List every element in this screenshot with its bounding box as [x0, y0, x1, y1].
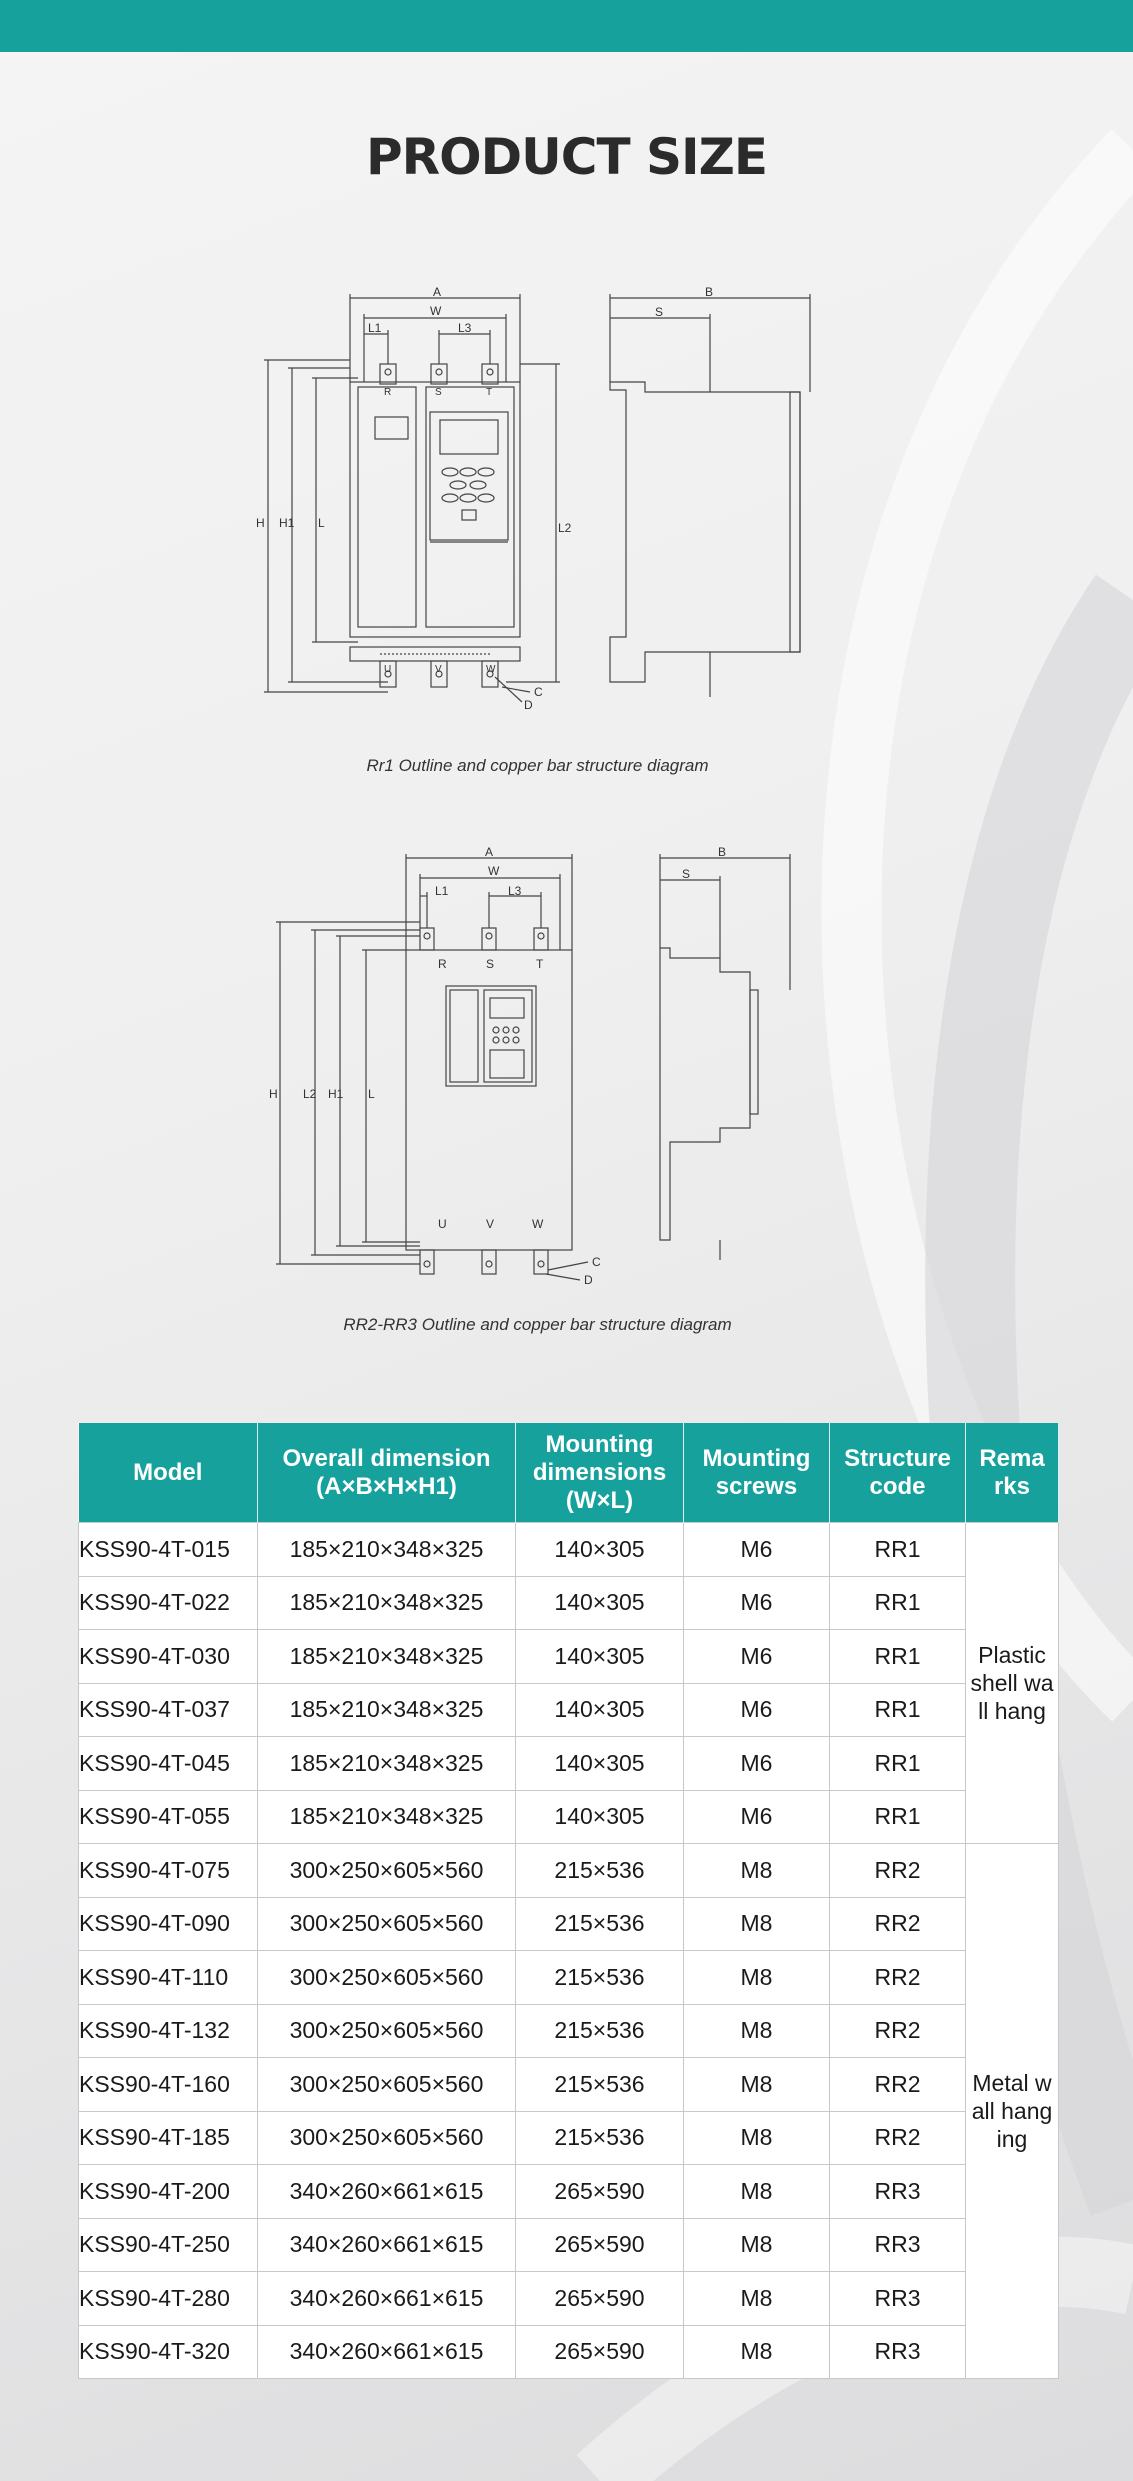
table-row	[79, 1790, 1059, 1844]
cell-mounting-screws: M8	[684, 2058, 830, 2112]
cell-model: KSS90-4T-200	[79, 2165, 258, 2219]
dim-label-h1: H1	[328, 1087, 344, 1101]
cell-overall-dimension: 340×260×661×615	[258, 2165, 516, 2219]
cell-mounting-dimensions: 140×305	[516, 1683, 684, 1737]
cell-structure-code: RR1	[830, 1523, 966, 1577]
cell-remarks: Plastic shell wall hang	[966, 1523, 1059, 1844]
cell-mounting-screws: M8	[684, 1951, 830, 2005]
cell-mounting-screws: M8	[684, 1844, 830, 1898]
dim-label-l: L	[318, 516, 325, 530]
cell-overall-dimension: 300×250×605×560	[258, 2111, 516, 2165]
cell-mounting-dimensions: 265×590	[516, 2272, 684, 2326]
product-size-table-wrapper	[78, 1423, 1058, 2379]
cell-structure-code: RR2	[830, 1897, 966, 1951]
cell-overall-dimension: 300×250×605×560	[258, 2004, 516, 2058]
cell-model: KSS90-4T-090	[79, 1897, 258, 1951]
cell-overall-dimension: 340×260×661×615	[258, 2325, 516, 2379]
cell-mounting-dimensions: 215×536	[516, 2111, 684, 2165]
cell-model: KSS90-4T-045	[79, 1737, 258, 1791]
rr1-diagram-caption: Rr1 Outline and copper bar structure diagram	[366, 756, 709, 775]
table-row	[79, 1630, 1059, 1684]
dim-label-l1: L1	[368, 321, 382, 335]
cell-overall-dimension: 185×210×348×325	[258, 1790, 516, 1844]
terminal-label-t: T	[536, 957, 544, 971]
cell-mounting-screws: M8	[684, 2165, 830, 2219]
table-row	[79, 1951, 1059, 2005]
table-row	[79, 1897, 1059, 1951]
terminal-label-v: V	[486, 1217, 495, 1231]
cell-model: KSS90-4T-160	[79, 2058, 258, 2112]
cell-mounting-screws: M6	[684, 1576, 830, 1630]
cell-mounting-screws: M6	[684, 1790, 830, 1844]
cell-overall-dimension: 300×250×605×560	[258, 1844, 516, 1898]
terminal-label-w: W	[532, 1217, 544, 1231]
dim-label-l1: L1	[435, 884, 449, 898]
terminal-label-v: V	[435, 664, 442, 675]
cell-structure-code: RR1	[830, 1683, 966, 1737]
table-row	[79, 1683, 1059, 1737]
cell-model: KSS90-4T-030	[79, 1630, 258, 1684]
cell-mounting-dimensions: 215×536	[516, 2058, 684, 2112]
cell-mounting-screws: M8	[684, 2004, 830, 2058]
cell-model: KSS90-4T-075	[79, 1844, 258, 1898]
cell-model: KSS90-4T-185	[79, 2111, 258, 2165]
cell-mounting-dimensions: 140×305	[516, 1790, 684, 1844]
dim-label-b: B	[718, 845, 727, 859]
product-size-table	[78, 1423, 1059, 2379]
dim-label-w: W	[488, 864, 500, 878]
header-model: Model	[79, 1423, 258, 1523]
top-banner	[0, 0, 1133, 52]
dim-label-d: D	[584, 1273, 593, 1287]
dim-label-w: W	[430, 304, 442, 318]
dim-label-a: A	[485, 845, 494, 859]
table-row	[79, 2218, 1059, 2272]
terminal-label-r: R	[384, 387, 392, 398]
cell-mounting-dimensions: 215×536	[516, 1897, 684, 1951]
cell-model: KSS90-4T-022	[79, 1576, 258, 1630]
header-structure-code: Structure code	[830, 1423, 966, 1523]
cell-structure-code: RR2	[830, 2058, 966, 2112]
cell-overall-dimension: 185×210×348×325	[258, 1523, 516, 1577]
table-row	[79, 1844, 1059, 1898]
dim-label-l2: L2	[558, 521, 572, 535]
table-row	[79, 2325, 1059, 2379]
cell-mounting-screws: M8	[684, 1897, 830, 1951]
dim-label-b: B	[705, 285, 714, 299]
terminal-label-s: S	[435, 387, 442, 398]
cell-overall-dimension: 185×210×348×325	[258, 1683, 516, 1737]
dim-label-l2: L2	[303, 1087, 317, 1101]
dim-label-c: C	[592, 1255, 601, 1269]
cell-structure-code: RR2	[830, 1951, 966, 2005]
cell-mounting-dimensions: 140×305	[516, 1576, 684, 1630]
terminal-label-u: U	[384, 664, 392, 675]
cell-mounting-dimensions: 265×590	[516, 2325, 684, 2379]
cell-model: KSS90-4T-055	[79, 1790, 258, 1844]
dim-label-d: D	[524, 698, 533, 712]
table-row	[79, 2004, 1059, 2058]
page-title: PRODUCT SIZE	[366, 128, 767, 186]
cell-mounting-dimensions: 265×590	[516, 2218, 684, 2272]
cell-overall-dimension: 185×210×348×325	[258, 1630, 516, 1684]
cell-overall-dimension: 185×210×348×325	[258, 1737, 516, 1791]
dim-label-s: S	[682, 867, 691, 881]
cell-mounting-screws: M6	[684, 1683, 830, 1737]
dim-label-h: H	[269, 1087, 278, 1101]
cell-model: KSS90-4T-015	[79, 1523, 258, 1577]
cell-structure-code: RR3	[830, 2325, 966, 2379]
rr2-rr3-diagram-caption: RR2-RR3 Outline and copper bar structure diagram	[343, 1315, 732, 1334]
cell-mounting-dimensions: 140×305	[516, 1630, 684, 1684]
cell-remarks: Metal wall hanging	[966, 1844, 1059, 2379]
table-body	[79, 1523, 1059, 2379]
dim-label-h: H	[256, 516, 265, 530]
table-row	[79, 1576, 1059, 1630]
cell-mounting-screws: M6	[684, 1630, 830, 1684]
cell-mounting-dimensions: 140×305	[516, 1523, 684, 1577]
dim-label-h1: H1	[279, 516, 295, 530]
header-overall-dimension: Overall dimension (A×B×H×H1)	[258, 1423, 516, 1523]
cell-mounting-dimensions: 265×590	[516, 2165, 684, 2219]
cell-mounting-screws: M8	[684, 2272, 830, 2326]
table-row	[79, 2111, 1059, 2165]
cell-structure-code: RR2	[830, 2004, 966, 2058]
rr2-rr3-outline-diagram	[269, 845, 810, 1300]
dim-label-l3: L3	[458, 321, 472, 335]
header-mounting-dimensions: Mounting dimensions (W×L)	[516, 1423, 684, 1523]
header-mounting-screws: Mounting screws	[684, 1423, 830, 1523]
cell-structure-code: RR3	[830, 2218, 966, 2272]
cell-structure-code: RR2	[830, 1844, 966, 1898]
rr1-outline-diagram	[250, 282, 830, 712]
cell-overall-dimension: 300×250×605×560	[258, 1897, 516, 1951]
cell-mounting-screws: M6	[684, 1523, 830, 1577]
cell-mounting-screws: M8	[684, 2111, 830, 2165]
dim-label-l3: L3	[508, 884, 522, 898]
table-row	[79, 1737, 1059, 1791]
cell-structure-code: RR1	[830, 1576, 966, 1630]
cell-mounting-dimensions: 140×305	[516, 1737, 684, 1791]
cell-overall-dimension: 185×210×348×325	[258, 1576, 516, 1630]
cell-structure-code: RR1	[830, 1630, 966, 1684]
table-row	[79, 2165, 1059, 2219]
terminal-label-w: W	[486, 664, 496, 675]
terminal-label-s: S	[486, 957, 495, 971]
dim-label-a: A	[433, 285, 442, 299]
terminal-label-u: U	[438, 1217, 447, 1231]
cell-mounting-screws: M8	[684, 2218, 830, 2272]
cell-model: KSS90-4T-132	[79, 2004, 258, 2058]
table-row	[79, 2272, 1059, 2326]
cell-structure-code: RR1	[830, 1737, 966, 1791]
cell-model: KSS90-4T-320	[79, 2325, 258, 2379]
cell-structure-code: RR3	[830, 2165, 966, 2219]
cell-overall-dimension: 340×260×661×615	[258, 2218, 516, 2272]
cell-structure-code: RR1	[830, 1790, 966, 1844]
table-row	[79, 1523, 1059, 1577]
cell-structure-code: RR2	[830, 2111, 966, 2165]
cell-mounting-screws: M8	[684, 2325, 830, 2379]
cell-mounting-dimensions: 215×536	[516, 1844, 684, 1898]
table-header-row	[79, 1423, 1059, 1523]
cell-overall-dimension: 300×250×605×560	[258, 1951, 516, 2005]
header-remarks: Rema rks	[966, 1423, 1059, 1523]
dim-label-l: L	[368, 1087, 375, 1101]
cell-model: KSS90-4T-037	[79, 1683, 258, 1737]
cell-structure-code: RR3	[830, 2272, 966, 2326]
cell-mounting-screws: M6	[684, 1737, 830, 1791]
cell-mounting-dimensions: 215×536	[516, 2004, 684, 2058]
dim-label-c: C	[534, 685, 543, 699]
cell-overall-dimension: 300×250×605×560	[258, 2058, 516, 2112]
cell-model: KSS90-4T-280	[79, 2272, 258, 2326]
cell-mounting-dimensions: 215×536	[516, 1951, 684, 2005]
terminal-label-t: T	[486, 387, 493, 398]
cell-overall-dimension: 340×260×661×615	[258, 2272, 516, 2326]
cell-model: KSS90-4T-110	[79, 1951, 258, 2005]
table-row	[79, 2058, 1059, 2112]
cell-model: KSS90-4T-250	[79, 2218, 258, 2272]
dim-label-s: S	[655, 305, 664, 319]
terminal-label-r: R	[438, 957, 447, 971]
